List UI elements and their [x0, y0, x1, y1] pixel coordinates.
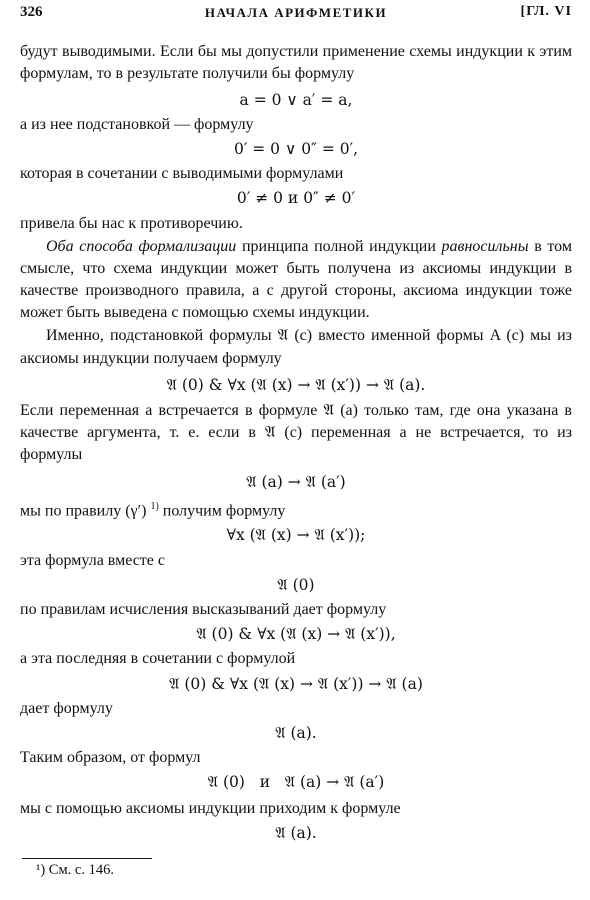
chapter-label: [ГЛ. VI	[520, 4, 572, 19]
formula: 𝔄 (0) & ∀x (𝔄 (x) → 𝔄 (x′)) → 𝔄 (a)	[169, 674, 423, 693]
paragraph: привела бы нас к противоречию.	[20, 215, 243, 233]
footnote: ¹) См. с. 146.	[36, 862, 114, 878]
formula: 𝔄 (0)	[277, 575, 315, 594]
running-title: НАЧАЛА АРИФМЕТИКИ	[204, 5, 388, 20]
paragraph: по правилам исчисления высказываний дает формулу	[20, 601, 387, 618]
paragraph: которая в сочетании с выводимыми формулами	[20, 165, 344, 183]
formula: 0′ ≠ 0 и 0″ ≠ 0′	[236, 189, 356, 208]
paragraph: будут выводимыми. Если бы мы допустили применение схемы индукции к этим формулам, то в результате получили бы формулу	[20, 43, 572, 83]
paragraph: дает формулу	[20, 699, 113, 717]
paragraph: а из нее подстановкой — формулу	[20, 115, 254, 133]
formula: 𝔄 (a).	[275, 823, 317, 842]
paragraph	[20, 496, 572, 523]
paragraph: а эта последняя в сочетании с формулой	[20, 650, 296, 668]
running-header	[20, 4, 572, 26]
page-number: 326	[20, 4, 43, 20]
emphasis: равносильны	[441, 237, 529, 255]
footnote-rule	[22, 858, 152, 859]
text-run: мы по правилу (γ′)	[20, 502, 151, 520]
paragraph: Именно, подстановкой формулы 𝔄 (c) вместо именной формы A (c) мы из аксиомы индукции получаем формулу	[20, 327, 572, 367]
formula: 0′ = 0 ∨ 0″ = 0′,	[233, 139, 359, 158]
paragraph: Если переменная a встречается в формуле 𝔄 (a) только там, где она указана в качестве аргумента, т. е. если в 𝔄 (c) переменная a не встречается, то из формулы	[20, 402, 572, 464]
paragraph: мы с помощью аксиомы индукции приходим к формуле	[20, 799, 401, 817]
paragraph: Таким образом, от формул	[20, 749, 201, 767]
formula: 𝔄 (0) & ∀x (𝔄 (x) → 𝔄 (x′)) → 𝔄 (a).	[166, 375, 426, 394]
formula: ∀x (𝔄 (x) → 𝔄 (x′));	[226, 526, 366, 545]
text-run: получим формулу	[158, 502, 286, 520]
paragraph	[20, 236, 572, 325]
formula: 𝔄 (a).	[275, 724, 317, 743]
formula: 𝔄 (a) → 𝔄 (a′)	[246, 472, 346, 491]
emphasis: Оба способа формализации	[46, 237, 237, 255]
formula: a = 0 ∨ a′ = a,	[239, 91, 353, 110]
text-run: принципа полной индукции	[236, 237, 442, 255]
paragraph: эта формула вместе с	[20, 551, 165, 569]
footnote-ref: 1)	[150, 500, 159, 512]
page-body	[20, 41, 572, 844]
formula: 𝔄 (0) и 𝔄 (a) → 𝔄 (a′)	[207, 773, 385, 792]
formula: 𝔄 (0) & ∀x (𝔄 (x) → 𝔄 (x′)),	[196, 625, 396, 644]
text-run: в том смысле, что схема индукции может быть получена из аксиомы индукции в качестве производного правила, а с другой стороны, аксиома индукции тоже может быть выведена с помощью схемы индукции.	[20, 237, 572, 322]
